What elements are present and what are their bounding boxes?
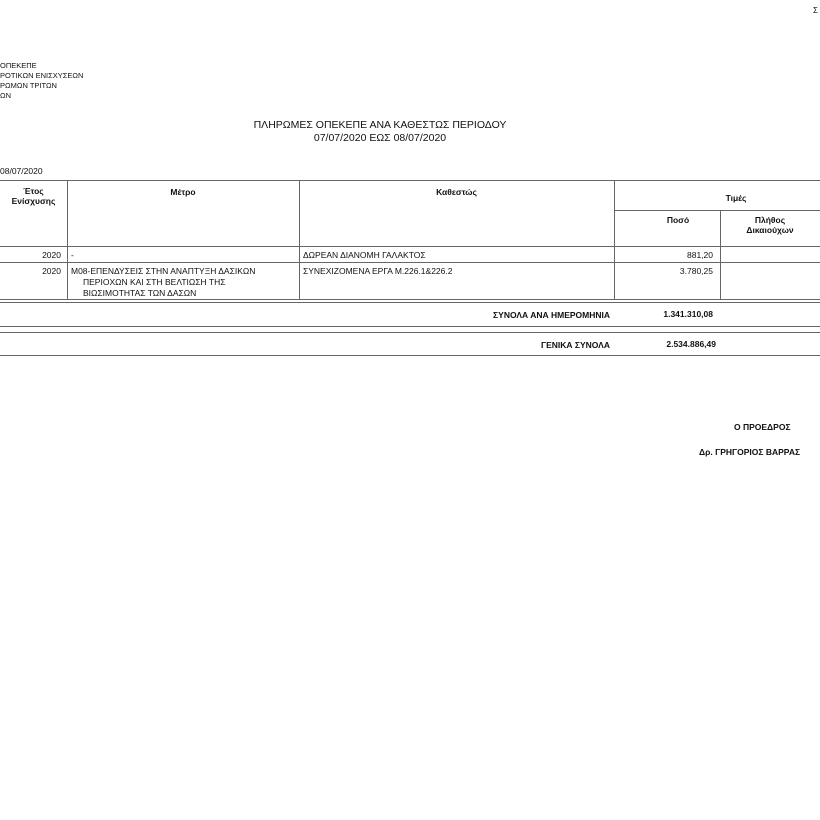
- grand-totals-label: ΓΕΝΙΚΑ ΣΥΝΟΛΑ: [540, 340, 610, 350]
- header-values-group: Τιμές: [725, 193, 747, 203]
- row2-measure-line: Μ08-ΕΠΕΝΔΥΣΕΙΣ ΣΤΗΝ ΑΝΑΠΤΥΞΗ ΔΑΣΙΚΩΝ: [71, 266, 256, 276]
- col-divider-measure: [299, 180, 300, 299]
- header-year: [0, 186, 67, 206]
- organization-line: ΡΩΜΩΝ ΤΡΙΤΩΝ: [0, 81, 57, 90]
- table-top-border: [0, 180, 820, 181]
- header-year-line: Ενίσχυσης: [11, 196, 56, 206]
- header-amount: Ποσό: [666, 215, 690, 225]
- page-corner-mark: Σ: [813, 6, 818, 15]
- row1-measure: -: [71, 250, 74, 260]
- totals-by-date-label: ΣΥΝΟΛΑ ΑΝΑ ΗΜΕΡΟΜΗΝΙΑ: [493, 310, 610, 320]
- header-bottom-border: [0, 246, 820, 247]
- totals-date-bottom-border: [0, 326, 820, 327]
- report-date: 08/07/2020: [0, 166, 43, 176]
- header-beneficiaries-line: Δικαιούχων: [746, 225, 794, 235]
- row2-measure-line: ΒΙΩΣΙΜΟΤΗΤΑΣ ΤΩΝ ΔΑΣΩΝ: [83, 288, 197, 298]
- row1-status: ΔΩΡΕΑΝ ΔΙΑΝΟΜΗ ΓΑΛΑΚΤΟΣ: [303, 250, 426, 260]
- header-beneficiaries: [720, 215, 820, 235]
- header-year-line: Έτος: [23, 186, 44, 196]
- col-divider-year: [67, 180, 68, 299]
- grand-totals-bottom-border: [0, 355, 820, 356]
- row2-status: ΣΥΝΕΧΙΖΟΜΕΝΑ ΕΡΓΑ Μ.226.1&226.2: [303, 266, 453, 276]
- row-divider: [0, 262, 820, 263]
- grand-totals-top-border: [0, 332, 820, 333]
- row2-year: 2020: [42, 266, 61, 276]
- row1-amount: 881,20: [687, 250, 713, 260]
- values-group-divider: [614, 210, 820, 211]
- organization-line: ΟΠΕΚΕΠΕ: [0, 61, 37, 70]
- signature-role: Ο ΠΡΟΕΔΡΟΣ: [734, 422, 791, 432]
- organization-header: [0, 61, 83, 101]
- row1-year: 2020: [42, 250, 61, 260]
- row2-amount: 3.780,25: [679, 266, 713, 276]
- header-status: Καθεστώς: [436, 187, 477, 197]
- report-title-block: [0, 119, 760, 145]
- totals-date-top-border: [0, 302, 820, 303]
- table-bottom-border: [0, 299, 820, 300]
- report-title: ΠΛΗΡΩΜΕΣ ΟΠΕΚΕΠΕ ΑΝΑ ΚΑΘΕΣΤΩΣ ΠΕΡΙΟΔΟΥ: [253, 119, 507, 131]
- header-beneficiaries-line: Πλήθος: [754, 215, 786, 225]
- header-measure: Μέτρο: [170, 187, 196, 197]
- grand-totals-value: 2.534.886,49: [666, 339, 716, 349]
- row2-measure-line: ΠΕΡΙΟΧΩΝ ΚΑΙ ΣΤΗ ΒΕΛΤΙΩΣΗ ΤΗΣ: [83, 277, 226, 287]
- signature-name: Δρ. ΓΡΗΓΟΡΙΟΣ ΒΑΡΡΑΣ: [699, 447, 801, 457]
- totals-by-date-value: 1.341.310,08: [663, 309, 713, 319]
- organization-line: ΩΝ: [0, 91, 12, 100]
- row2-measure: [71, 266, 255, 299]
- organization-line: ΡΟΤΙΚΩΝ ΕΝΙΣΧΥΣΕΩΝ: [0, 71, 84, 80]
- report-subtitle: 07/07/2020 ΕΩΣ 08/07/2020: [313, 132, 447, 144]
